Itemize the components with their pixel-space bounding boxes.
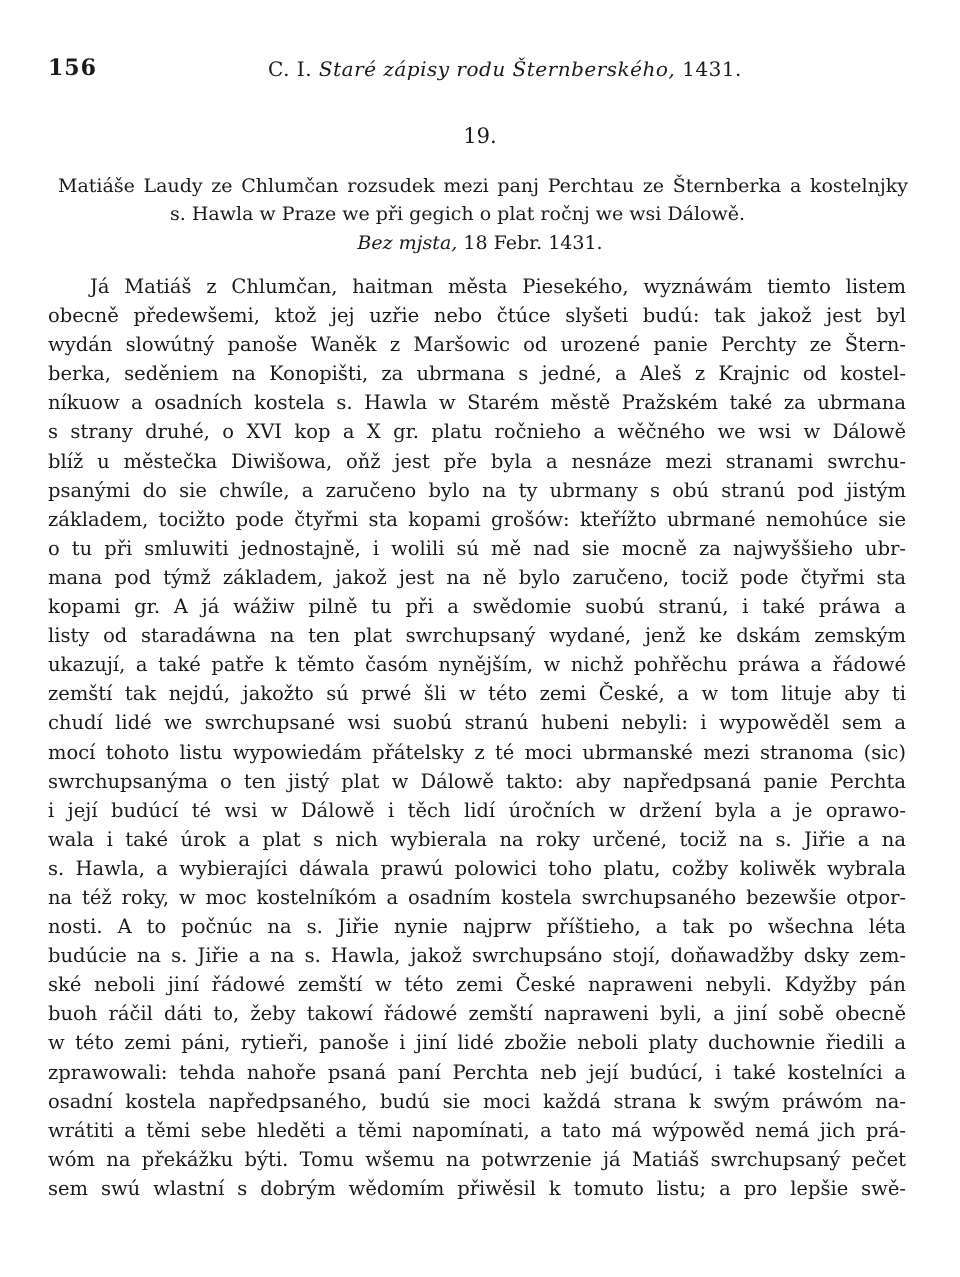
text-line: o tu při smluwiti jednostajně, i wolili sú mě nad sie mocně za najwyššieho ubr-	[48, 536, 906, 560]
text-line: berka, seděniem na Konopišti, za ubrmana s jedné, a Aleš z Krajnic od kostel-	[48, 362, 906, 386]
text-line: sem swú wlastní s dobrým wědomím přiwěsil k tomuto listu; a pro lepšie swě-	[48, 1176, 906, 1200]
date: 18 Febr. 1431.	[463, 232, 603, 254]
text-line: wala i také úrok a plat s nich wybierala na roky určené, tociž na s. Jiřie a na	[48, 827, 906, 851]
running-header	[48, 55, 912, 95]
body-text	[48, 272, 906, 1203]
page-number: 156	[48, 55, 97, 81]
text-line: s. Hawla, a wybierajíci dáwala prawú polowici toho platu, cožby koliwěk wybrala	[48, 856, 906, 880]
text-line: základem, tocižto pode čtyřmi sta kopami grošów: kteřížto ubrmané nemohúce sie	[48, 507, 906, 531]
text-line: wóm na překážku býti. Tomu wšemu na potwrzenie já Matiáš swrchupsaný pečet	[48, 1147, 906, 1171]
date-line	[0, 232, 960, 254]
header-year: 1431.	[682, 57, 742, 81]
text-line: swrchupsanýma o ten jistý plat w Dálowě takto: aby napředpsaná panie Perchta	[48, 769, 906, 793]
text-line: i její budúcí té wsi w Dálowě i těch lidí úročních w držení byla a je oprawo-	[48, 798, 906, 822]
text-line: ské neboli jiní řádowé zemští w této zemi České napraweni nebyli. Kdyžby pán	[48, 973, 906, 997]
text-line: mana pod týmž základem, jakož jest na ně bylo zaručeno, tociž pode čtyřmi sta	[48, 565, 906, 589]
text-line: osadní kostela napředpsaného, budú sie moci každá strana k swým práwóm na-	[48, 1089, 906, 1113]
text-line: buoh ráčil dáti to, žeby takowí řádowé zemští napraweni byli, a jiní sobě obecně	[48, 1002, 906, 1026]
date-place: Bez mjsta,	[357, 232, 458, 254]
text-line: s strany druhé, o XVI kop a X gr. platu ročnieho a wěčného we wsi w Dálowě	[48, 420, 906, 444]
text-line: mocí tohoto listu wypowiedám přátelsky z té moci ubrmanské mezi stranoma (sic)	[48, 740, 906, 764]
heading-line: s. Hawla w Praze we při gegich o plat ročnj we wsi Dálowě.	[170, 203, 746, 225]
text-line: nosti. A to počnúc na s. Jiřie nynie najprw příštieho, a tak po wšechna léta	[48, 915, 906, 939]
text-line: kopami gr. A já wážiw pilně tu při a swědomie suobú stranú, i také práwa a	[48, 595, 906, 619]
text-line: wrátiti a těmi sebe hleděti a těmi napomínati, a tato má wýpowěd nemá jich prá-	[48, 1118, 906, 1142]
text-line: wydán slowútný panoše Waněk z Maršowic od urozené panie Perchty ze Štern-	[48, 333, 906, 357]
text-line: ukazují, a také patře k těmto časóm nynějším, w nichž pohřěchu práwa a řádowé	[48, 653, 906, 677]
document-number: 19.	[463, 124, 497, 148]
heading-line: Matiáše Laudy ze Chlumčan rozsudek mezi panj Perchtau ze Šternberka a kostelnjky	[58, 175, 908, 197]
text-line: na též roky, w moc kostelníkóm a osadním kostela swrchupsaného bezewšie otpor-	[48, 885, 906, 909]
text-line: budúcie na s. Jiřie a na s. Hawla, jakož swrchupsáno stojí, doňawadžby dsky zem-	[48, 944, 906, 968]
document-heading	[58, 172, 908, 228]
text-line: zprawowali: tehda nahoře psaná paní Perchta neb její budúcí, i také kostelníci a	[48, 1060, 906, 1084]
section-label: C. I.	[268, 57, 313, 81]
text-line: blíž u městečka Diwišowa, oňž jest pře byla a nesnáze mezi stranami swrchu-	[48, 449, 906, 473]
text-line: níkuow a osadních kostela s. Hawla w Starém městě Pražském také za ubrmana	[48, 391, 906, 415]
text-line: zemští tak nejdú, jakožto sú prwé šli w této zemi České, a w tom lituje aby ti	[48, 682, 906, 706]
text-line: Já Matiáš z Chlumčan, haitman města Piesekého, wyznáwám tiemto listem	[90, 275, 906, 298]
text-line: obecně předewšemi, ktož jej uzřie nebo čtúce slyšeti budú: tak jakož jest byl	[48, 304, 906, 328]
text-line: listy od staradáwna na ten plat swrchupsaný wydané, jenž ke dskám zemským	[48, 624, 906, 648]
text-line: w této zemi páni, rytieři, panoše i jiní lidé zbožie neboli platy duchownie řiedili a	[48, 1031, 906, 1055]
running-title	[268, 57, 742, 81]
text-line: chudí lidé we swrchupsané wsi suobú stranú hubeni nebyli: i wypowěděl sem a	[48, 711, 906, 735]
book-title: Staré zápisy rodu Šternberského,	[318, 57, 676, 81]
text-line: psanými do sie chwíle, a zaručeno bylo na ty ubrmany s obú stranú pod jistým	[48, 478, 906, 502]
